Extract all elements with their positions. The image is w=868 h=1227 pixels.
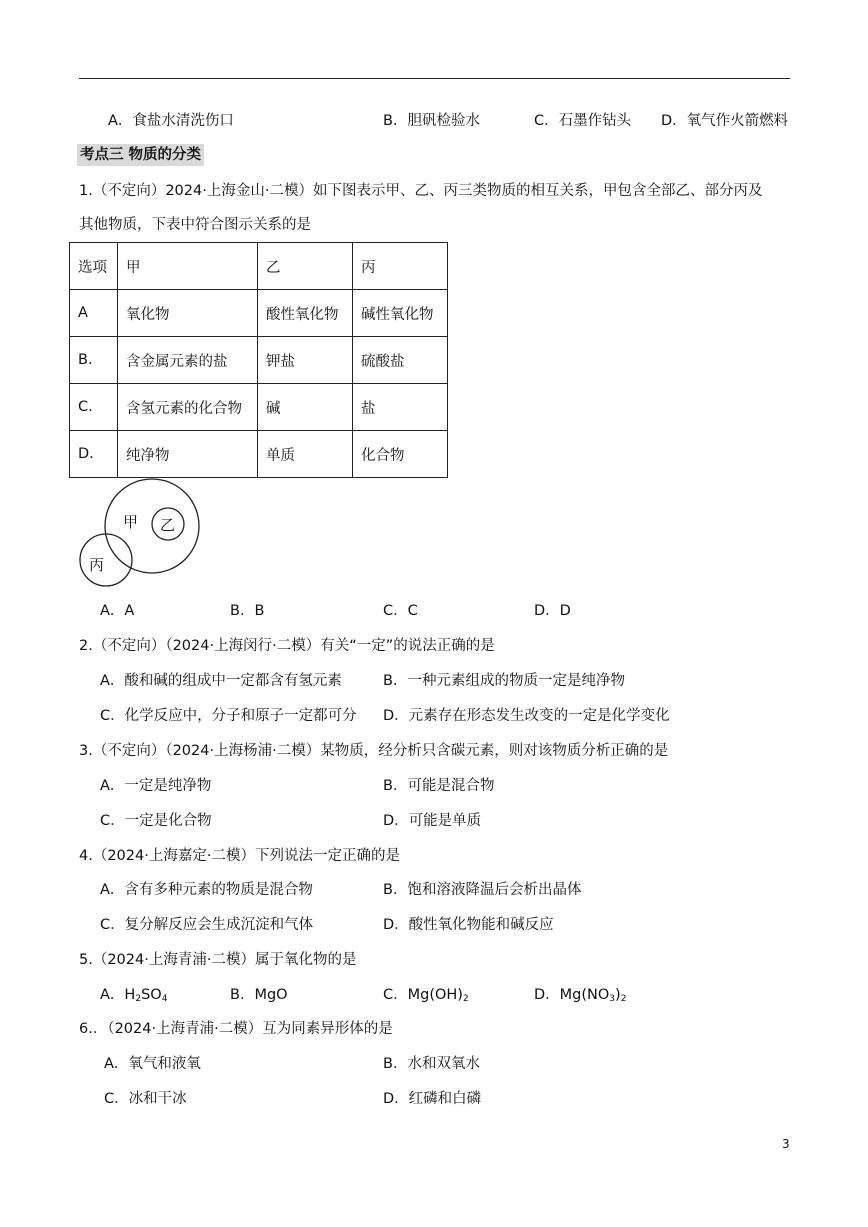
q4-option-d: D．酸性氧化物能和碱反应 <box>383 917 554 933</box>
table-cell: 盐 <box>353 384 448 431</box>
q6-option-a: A．氧气和液氧 <box>104 1056 201 1072</box>
table-header-cell: 甲 <box>118 243 258 290</box>
q5-option-d-text2: ) <box>615 987 621 1003</box>
q6-stem: 6.．（2024·上海青浦·二模）互为同素异形体的是 <box>79 1021 393 1037</box>
q4-option-a: A．含有多种元素的物质是混合物 <box>100 882 313 898</box>
q2-option-d: D．元素存在形态发生改变的一定是化学变化 <box>383 708 670 724</box>
q5-option-a-text2: SO <box>141 987 162 1003</box>
table-cell: 钾盐 <box>258 337 353 384</box>
venn-label-jia: 甲 <box>123 513 139 531</box>
q5-option-d-text: D．Mg(NO <box>534 987 610 1003</box>
q5-option-a-text: A．H <box>100 987 136 1003</box>
q2-option-c: C．化学反应中，分子和原子一定都可分 <box>100 708 357 724</box>
table-cell: 碱性氧化物 <box>353 290 448 337</box>
table-row <box>70 384 448 431</box>
table-cell: C. <box>70 384 118 431</box>
q1-stem-line1: 1.（不定向）2024·上海金山·二模）如下图表示甲、乙、丙三类物质的相互关系，甲包含全部乙、部分丙及 <box>79 183 763 199</box>
venn-circle-bing <box>80 534 132 586</box>
table-cell: D. <box>70 431 118 478</box>
q5-option-a <box>100 985 167 1009</box>
q2-stem: 2.（不定向）（2024·上海闵行·二模）有关“一定”的说法正确的是 <box>79 638 495 654</box>
q1-stem-line2: 其他物质，下表中符合图示关系的是 <box>79 217 311 233</box>
table-cell: 含金属元素的盐 <box>118 337 258 384</box>
q6-option-d: D．红磷和白磷 <box>383 1091 482 1107</box>
table-cell: 氧化物 <box>118 290 258 337</box>
q5-option-d-sub: 3 <box>609 994 616 1004</box>
table-cell: 含氢元素的化合物 <box>118 384 258 431</box>
q5-option-a-sub: 2 <box>135 994 142 1004</box>
q3-option-b: B．可能是混合物 <box>383 778 495 794</box>
table-cell: 单质 <box>258 431 353 478</box>
q1-option-c: C．C <box>383 603 418 619</box>
table-cell: A <box>70 290 118 337</box>
venn-label-bing: 丙 <box>89 556 105 574</box>
q1-option-b: B．B <box>230 603 265 619</box>
q3-option-c: C．一定是化合物 <box>100 813 212 829</box>
page-number: 3 <box>782 1137 790 1151</box>
q5-option-d <box>534 985 626 1009</box>
section-title: 考点三 物质的分类 <box>77 144 204 166</box>
header-rule <box>79 78 790 79</box>
q5-option-c-sub: 2 <box>462 994 469 1004</box>
table-header-cell: 丙 <box>353 243 448 290</box>
q1-option-d: D．D <box>534 603 571 619</box>
prev-option-c: C．石墨作钻头 <box>534 113 632 129</box>
q3-option-a: A．一定是纯净物 <box>100 778 212 794</box>
q5-option-a-sub2: 4 <box>161 994 168 1004</box>
q4-option-b: B．饱和溶液降温后会析出晶体 <box>383 882 582 898</box>
q5-option-c <box>383 985 469 1009</box>
table-cell: 纯净物 <box>118 431 258 478</box>
q5-stem: 5.（2024·上海青浦·二模）属于氧化物的是 <box>79 952 357 968</box>
table-row <box>70 337 448 384</box>
q1-table <box>69 242 448 478</box>
q5-option-b: B．MgO <box>230 987 288 1003</box>
table-row <box>70 431 448 478</box>
prev-option-b: B．胆矾检验水 <box>383 113 480 129</box>
q4-option-c: C．复分解反应会生成沉淀和气体 <box>100 917 314 933</box>
q2-option-a: A．酸和碱的组成中一定都含有氢元素 <box>100 673 342 689</box>
q4-stem: 4.（2024·上海嘉定·二模）下列说法一定正确的是 <box>79 848 400 864</box>
q3-option-d: D．可能是单质 <box>383 813 482 829</box>
table-header-row <box>70 243 448 290</box>
prev-option-a: A．食盐水清洗伤口 <box>108 113 234 129</box>
table-cell: 碱 <box>258 384 353 431</box>
q1-option-a: A．A <box>100 603 135 619</box>
table-row <box>70 290 448 337</box>
venn-diagram <box>70 478 210 590</box>
prev-option-d: D．氧气作火箭燃料 <box>661 113 789 129</box>
table-cell: 硫酸盐 <box>353 337 448 384</box>
q6-option-b: B．水和双氧水 <box>383 1056 480 1072</box>
q5-option-c-text: C．Mg(OH) <box>383 987 463 1003</box>
table-cell: B. <box>70 337 118 384</box>
venn-label-yi: 乙 <box>160 516 176 534</box>
table-header-cell: 乙 <box>258 243 353 290</box>
q5-option-d-sub2: 2 <box>620 994 627 1004</box>
q2-option-b: B．一种元素组成的物质一定是纯净物 <box>383 673 625 689</box>
table-cell: 化合物 <box>353 431 448 478</box>
q6-option-c: C．冰和干冰 <box>104 1091 187 1107</box>
q3-stem: 3.（不定向）（2024·上海杨浦·二模）某物质，经分析只含碳元素，则对该物质分析正确的是 <box>79 743 669 759</box>
table-header-cell: 选项 <box>70 243 118 290</box>
table-cell: 酸性氧化物 <box>258 290 353 337</box>
